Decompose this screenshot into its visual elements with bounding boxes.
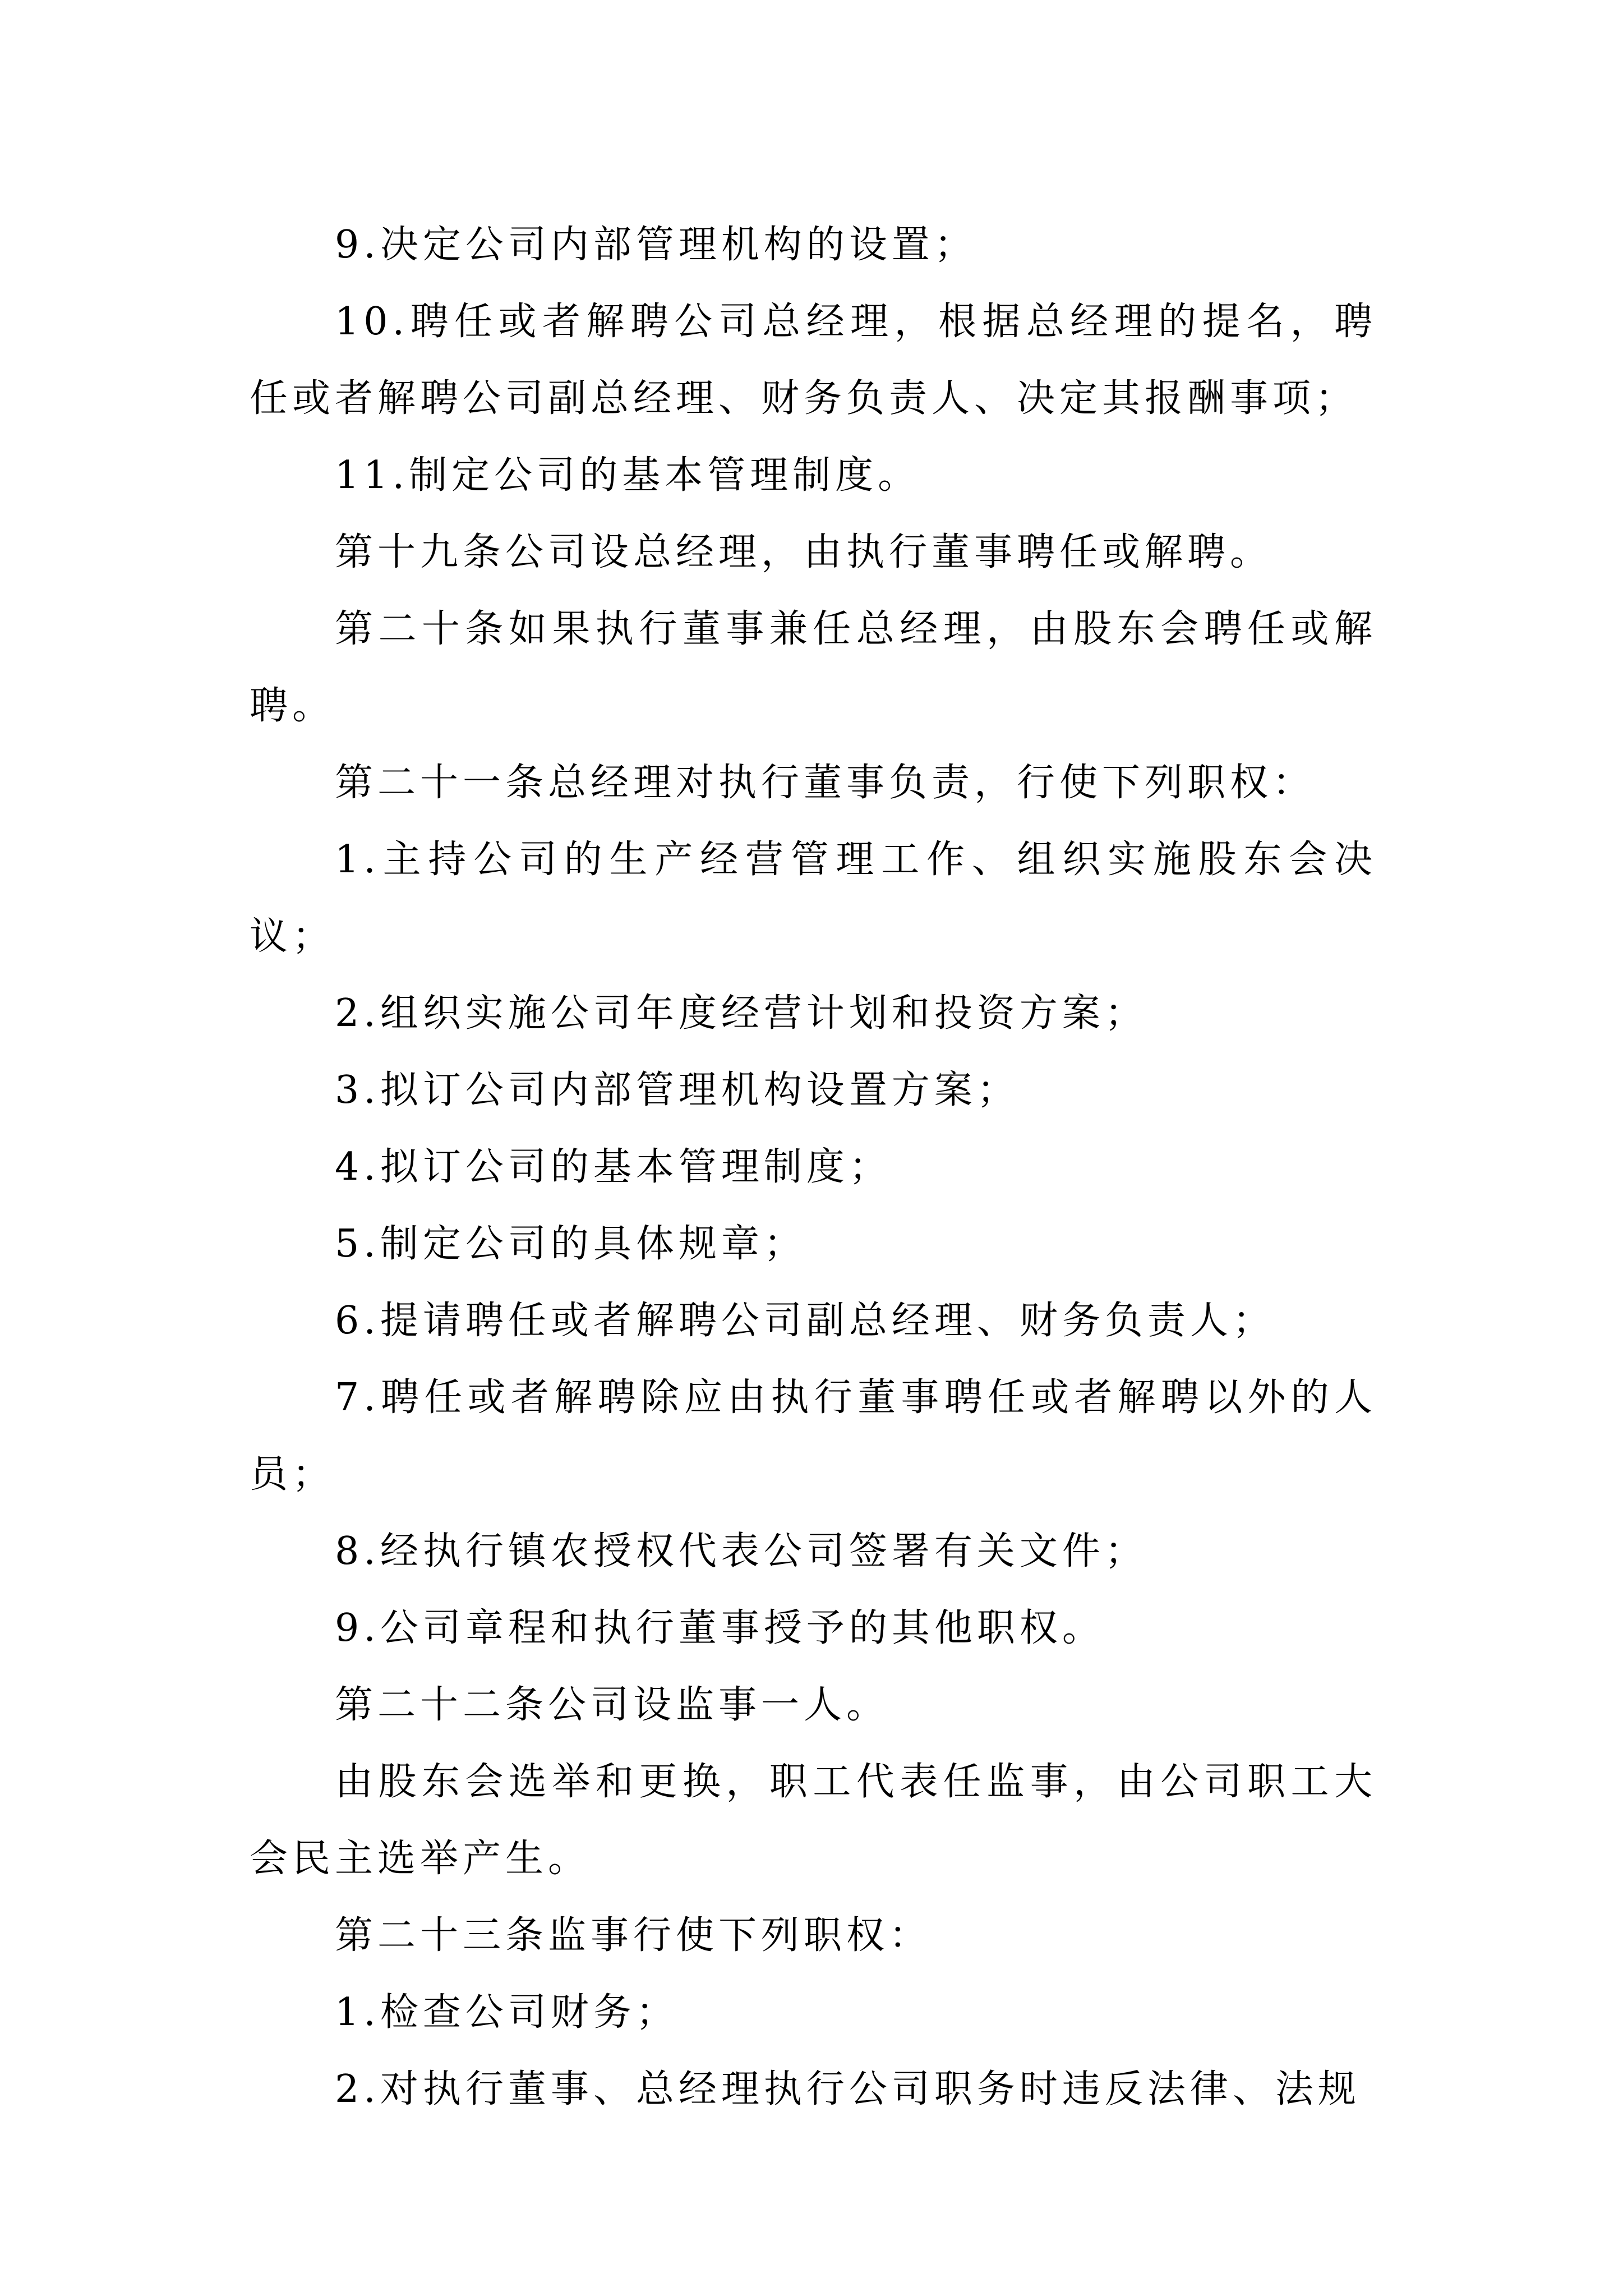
paragraph-item-11-management-rules: 11.制定公司的基本管理制度。 — [335, 453, 921, 498]
paragraph-article-23: 第二十三条监事行使下列职权： — [335, 1913, 932, 1958]
paragraph-item-10-hire-manager: 10.聘任或者解聘公司总经理，根据总经理的提名，聘任或者解聘公司副总经理、财务负责人、决定其报酬事项； — [250, 300, 1377, 421]
paragraph-manager-duty-7: 7.聘任或者解聘除应由执行董事聘任或者解聘以外的人员； — [250, 1375, 1377, 1497]
paragraph-article-19: 第十九条公司设总经理，由执行董事聘任或解聘。 — [335, 530, 1273, 574]
paragraph-article-22: 第二十二条公司设监事一人。 — [335, 1683, 889, 1727]
paragraph-manager-duty-2: 2.组织实施公司年度经营计划和投资方案； — [335, 991, 1147, 1036]
paragraph-manager-duty-4: 4.拟订公司的基本管理制度； — [335, 1145, 892, 1189]
paragraph-item-9-org-setup: 9.决定公司内部管理机构的设置； — [335, 223, 977, 267]
document-body — [250, 206, 1377, 2128]
paragraph-manager-duty-8: 8.经执行镇农授权代表公司签署有关文件； — [335, 1529, 1147, 1573]
paragraph-manager-duty-3: 3.拟订公司内部管理机构设置方案； — [335, 1068, 1020, 1112]
paragraph-manager-duty-5: 5.制定公司的具体规章； — [335, 1222, 806, 1266]
paragraph-supervisor-duty-2: 2.对执行董事、总经理执行公司职务时违反法律、法规 — [335, 2067, 1361, 2111]
paragraph-supervisor-duty-1: 1.检查公司财务； — [335, 1990, 679, 2035]
paragraph-manager-duty-1: 1.主持公司的生产经营管理工作、组织实施股东会决议； — [250, 838, 1377, 959]
paragraph-supervisor-election: 由股东会选举和更换，职工代表任监事，由公司职工大会民主选举产生。 — [250, 1760, 1377, 1881]
paragraph-manager-duty-6: 6.提请聘任或者解聘公司副总经理、财务负责人； — [335, 1299, 1275, 1343]
paragraph-article-21: 第二十一条总经理对执行董事负责，行使下列职权： — [335, 761, 1316, 805]
paragraph-manager-duty-9: 9.公司章程和执行董事授予的其他职权。 — [335, 1606, 1105, 1650]
paragraph-article-20: 第二十条如果执行董事兼任总经理，由股东会聘任或解聘。 — [250, 607, 1377, 728]
